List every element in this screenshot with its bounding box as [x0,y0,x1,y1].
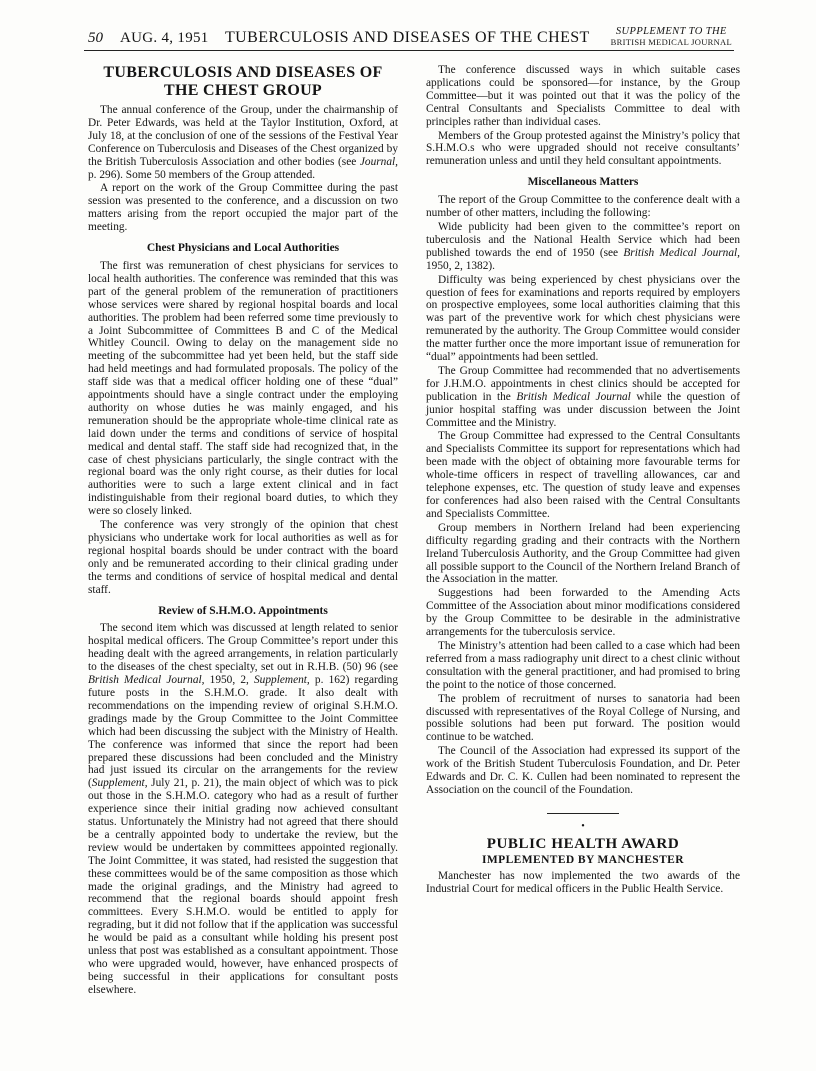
running-title: TUBERCULOSIS AND DISEASES OF THE CHEST [225,29,590,46]
supplement-label [611,27,732,47]
intro-paragraph-1: The annual conference of the Group, under the chairmanship of Dr. Peter Edwards, was held at the Taylor Institution, Oxford, at July 18, at the conclusion of one of the sessions of the Festival Year Conference on Tuberculosis and Diseases of the Chest organized by the British Tuberculosis Association and other bodies (see Journal, p. 296). Some 50 members of the Group attended. [88,104,398,181]
section-divider-rule [547,813,619,815]
misc-paragraph-8: The Ministry’s attention had been called to a case which had been referred from a mass radiography unit direct to a chest clinic without consultation with the general practitioner, and had promised to bring the point to the notice of those concerned. [426,639,740,691]
shmo-paragraph-1: The second item which was discussed at length related to senior hospital medical officers. The Group Committee’s report under this heading dealt with the agreed arrangements, in relation particularly to the diseases of the chest specialty, set out in R.H.B. (50) 96 (see British Medical Journal, 1950, 2, Supplement, p. 162) regarding future posts in the S.H.M.O. grade. It also dealt with recommendations on the impending review of original S.H.M.O. gradings made by the Group Committee to the Joint Committee which had been discussing the subject with the Ministry of Health. The conference was informed that since the report had been prepared these discussions had been concluded and the Ministry had just issued its circular on the arrangements for the review (Supplement, July 21, p. 21), the main object of which was to pick out those in the S.H.M.O. category who had as a result of further experience since their initial grading now achieved consultant status. Unfortunately the Ministry had not agreed that there should be a centrally appointed body to undertake the review, but the review would be undertaken by committees appointed regionally. The Joint Committee, it was stated, had resisted the suggestion that these committees would be of the same composition as those which made the original gradings, and the Ministry had agreed to recommend that the regional boards should appoint fresh committees. Every S.H.M.O. would be entitled to apply for regrading, but it did not follow that if the application was successful he would be paid as a consultant while holding his present post unless that post was established as a consultant appointment. Those who were upgraded would, however, have enhanced prospects of being successful in their applications for consultant posts elsewhere. [88,622,398,996]
right-column [426,64,740,897]
divider-dot: • [581,821,585,833]
misc-paragraph-2: Wide publicity had been given to the committee’s report on tuberculosis and the National Health Service which had been published towards the end of 1950 (see British Medical Journal, 1950, 2, 1382). [426,220,740,272]
left-column [88,64,398,998]
shmo-paragraph-2: The conference discussed ways in which suitable cases applications could be sponsored—for instance, by the Group Committee—but it was pointed out that it was the policy of the Central Consultants and Specialists Committee to deal with principles rather than individual cases. [426,64,740,128]
misc-paragraph-4: The Group Committee had recommended that no advertisements for J.H.M.O. appointments in chest clinics should be accepted for publication in the British Medical Journal while the question of junior hospital staffing was under discussion between the Joint Committee and the Ministry. [426,364,741,429]
article-title-line-2: THE CHEST GROUP [163,82,322,99]
supplement-line-1: SUPPLEMENT TO THE [615,26,727,37]
misc-paragraph-10: The Council of the Association had expressed its support of the work of the British Student Tuberculosis Foundation, and Dr. Peter Edwards and Dr. C. K. Cullen had been nominated to represent the Association on the council of the Foundation. [426,745,740,796]
chest-physicians-paragraph-2: The conference was very strongly of the opinion that chest physicians who undertake work for local authorities as well as for regional hospital boards should be under contract with the board only and be remunerated according to their clinical grading under the terms and conditions of service of hospital medical and dental staff. [88,519,398,596]
award-body: Manchester has now implemented the two awards of the Industrial Court for medical officers in the Public Health Service. [426,870,740,896]
chest-physicians-paragraph-1: The first was remuneration of chest physicians for services to local health authorities. The conference was reminded that this was part of the general problem of the remuneration of practitioners whose services were shared by regional hospital boards and local authorities. The problem had been referred some time previously to a Joint Subcommittee of Committees B and C of the Medical Whitley Council. Owing to delay on the management side no meeting of the subcommittee had yet been held, but the staff side had held meetings and had formulated proposals. The policy of the staff side was that a medical officer holding one of these “dual” appointments should have a single contract under the employing authority on whose duties he was mainly engaged, and his remuneration should be the appropriate whole-time clinical rate as laid down under the terms and conditions of service of hospital medical and dental staff. The staff side had recognized that, in the case of chest physicians particularly, the single contract with the regional board was the only right course, as their duties for local authorities were to such a large extent clinical and in fact indistinguishable from their regional board duties, to which they were so closely linked. [88,259,398,518]
misc-paragraph-6: Group members in Northern Ireland had been experiencing difficulty regarding grading and their contracts with the Northern Ireland Tuberculosis Authority, and the Group Committee had given all possible support to the Council of the Northern Ireland Branch of the Association in the matter. [426,521,740,586]
award-title: PUBLIC HEALTH AWARD [486,836,680,853]
section-heading-chest-physicians: Chest Physicians and Local Authorities [146,242,340,255]
misc-paragraph-9: The problem of recruitment of nurses to sanatoria had been discussed with representatives of the Royal College of Nursing, and possible solutions had been put forward. The position would continue to be watched. [426,692,740,744]
running-header [84,26,734,51]
award-subtitle: IMPLEMENTED BY MANCHESTER [482,854,684,867]
section-heading-miscellaneous: Miscellaneous Matters [527,176,639,189]
page-number: 50 [88,30,103,46]
misc-paragraph-3: Difficulty was being experienced by chest physicians over the question of fees for examinations and reports required by employers on prospective employees, some local authorities claiming that this was part of the preventive work for which chest physicians were remunerated by the authority. The Group Committee would consider the matter further once the more important issue of remuneration for “dual” appointments had been settled. [426,273,740,364]
section-heading-shmo-review: Review of S.H.M.O. Appointments [158,604,328,617]
shmo-paragraph-3: Members of the Group protested against the Ministry’s policy that S.H.M.O.s who were upgraded should not receive consultants’ remuneration unless and until they held consultant appointments. [426,129,740,168]
article-title [88,64,398,100]
misc-paragraph-5: The Group Committee had expressed to the Central Consultants and Specialists Committee its support for representations which had been made with the object of obtaining more favourable terms for whole-time officers in respect of travelling allowances, car and telephone expenses, etc. The question of study leave and expenses for conferences had also been raised with the Central Consultants and Specialists Committee. [426,430,740,520]
intro-paragraph-2: A report on the work of the Group Committee during the past session was presented to the conference, and a discussion on two matters arising from the report occupied the major part of the meeting. [88,182,398,234]
article-title-line-1: TUBERCULOSIS AND DISEASES OF [103,64,383,81]
supplement-line-2: BRITISH MEDICAL JOURNAL [610,37,732,47]
issue-date: AUG. 4, 1951 [120,30,209,46]
misc-paragraph-7: Suggestions had been forwarded to the Amending Acts Committee of the Association about minor modifications considered by the Group Committee to be desirable in the administrative arrangements for the tuberculosis service. [426,587,740,639]
misc-paragraph-1: The report of the Group Committee to the conference dealt with a number of other matters, including the following: [426,194,740,220]
